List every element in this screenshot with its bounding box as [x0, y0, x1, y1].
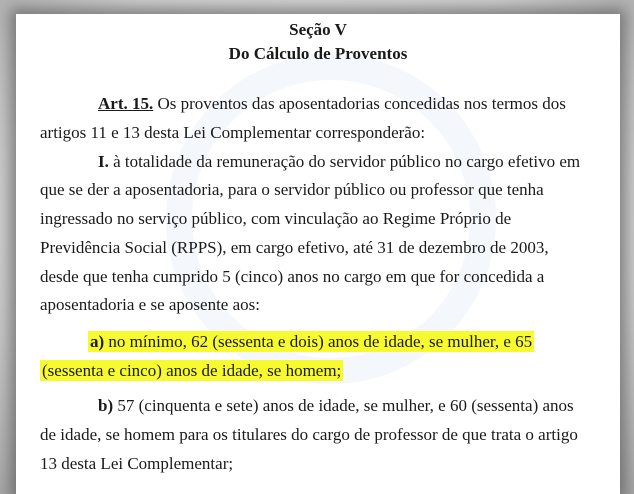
article-label: Art. 15. [98, 94, 154, 113]
item-i-line-4: Previdência Social (RPPS), em cargo efetivo, até 31 de dezembro de 2003, [40, 238, 549, 257]
item-i-line-6: aposentadoria e se aposente aos: [40, 295, 260, 314]
item-a-label: a) [90, 332, 105, 351]
item-a-line-2 [40, 361, 343, 381]
item-a-text-1: no mínimo, 62 (sessenta e dois) anos de idade, se mulher, e 65 [108, 332, 533, 351]
item-b-line-1 [98, 396, 574, 416]
item-b-line-2: de idade, se homem para os titulares do cargo de professor de que trata o artigo [40, 425, 578, 444]
item-a-highlight-1 [88, 331, 534, 352]
item-i-line-5: desde que tenha cumprido 5 (cinco) anos no cargo em que for concedida a [40, 267, 545, 286]
item-i-text-1: à totalidade da remuneração do servidor público no cargo efetivo em [113, 152, 581, 171]
section-title: Do Cálculo de Proventos [228, 44, 408, 63]
item-b-label: b) [98, 396, 114, 415]
item-b-text-1: 57 (cinquenta e sete) anos de idade, se mulher, e 60 (sessenta) anos [117, 396, 574, 415]
item-a-line-1 [88, 332, 534, 352]
item-i-line-2: que se der a aposentadoria, para o servidor público ou professor que tenha [40, 180, 544, 199]
article-intro-text-1: Os proventos das aposentadorias concedidas nos termos dos [157, 94, 566, 113]
section-heading: Seção V [289, 20, 347, 39]
article-intro-line-1 [98, 94, 566, 114]
item-i-line-1 [98, 152, 580, 172]
item-b-line-3: 13 desta Lei Complementar; [40, 454, 234, 473]
item-i-line-3: ingressado no serviço público, com vinculação ao Regime Próprio de [40, 209, 512, 228]
item-i-label: I. [98, 152, 109, 171]
item-a-highlight-2: (sessenta e cinco) anos de idade, se homem; [42, 361, 342, 380]
article-intro-line-2: artigos 11 e 13 desta Lei Complementar corresponderão: [40, 123, 426, 142]
document-page [16, 14, 620, 494]
